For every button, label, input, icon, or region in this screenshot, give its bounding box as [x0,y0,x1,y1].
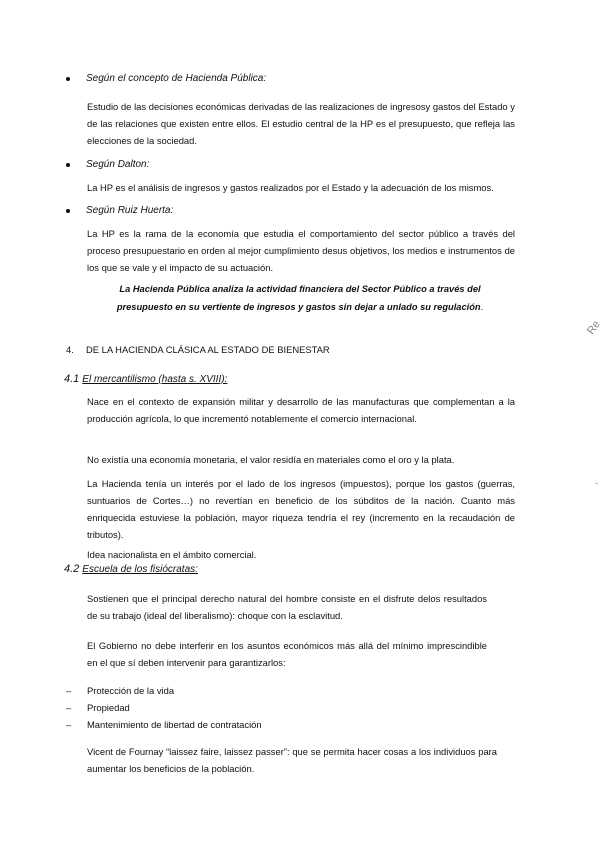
highlight-text: La Hacienda Pública analiza la actividad financiera del Sector Público a través del presupuesto en su vertiente de ingresos y gastos sin dejar a unlado su regulación [116,284,481,312]
paragraph-physiocrats-government: El Gobierno no debe interferir en los asuntos económicos más allá del mínimo imprescindible en el que sí deben intervenir para garantizarlos: [87,640,487,668]
bullet-heading-text: Según el concepto de Hacienda Pública: [86,73,267,84]
paragraph-concept: Estudio de las decisiones económicas derivadas de las realizaciones de ingresosy gastos del Estado y de las relaciones que existen entre ellos. El estudio central de la HP es el presupuesto, que refleja las elecciones de la sociedad. [87,101,515,146]
section-title: DE LA HACIENDA CLÁSICA AL ESTADO DE BIENESTAR [86,344,330,355]
bullet-dot-icon [66,209,70,213]
subsection-number: 4.2 [64,563,80,575]
highlight-definition [95,280,505,316]
margin-watermark-fragment: Re [585,318,603,337]
bullet-heading-text: Según Dalton: [86,159,150,170]
bullet-dot-icon [66,77,70,81]
paragraph-fournay: Vicent de Fournay “laissez faire, laissez passer”: que se permita hacer cosas a los individuos para aumentar los beneficios de la población. [87,746,497,774]
list-item-text: Mantenimiento de libertad de contratación [87,719,262,730]
subsection-title: Escuela de los fisiócratas: [82,564,198,575]
margin-tick-fragment: - [595,478,598,488]
bullet-dot-icon [66,163,70,167]
subsection-heading-4-1 [64,373,227,385]
paragraph-mercantilism-money: No existía una economía monetaria, el valor residía en materiales como el oro y la plata. [87,454,455,465]
subsection-title: El mercantilismo (hasta s. XVIII): [82,374,228,385]
list-item-text: Protección de la vida [87,685,175,696]
paragraph-dalton: La HP es el análisis de ingresos y gastos realizados por el Estado y la adecuación de los mismos. [87,182,494,193]
paragraph-mercantilism-context: Nace en el contexto de expansión militar y desarrollo de las manufacturas que complementan a la producción agrícola, lo que incrementó notablemente el comercio internacional. [87,396,515,424]
subsection-heading-4-2 [64,563,198,575]
dash-icon: – [66,702,72,713]
section-number: 4. [66,344,74,355]
bullet-heading-text: Según Ruiz Huerta: [86,205,174,216]
subsection-number: 4.1 [64,373,80,385]
paragraph-mercantilism-treasury: La Hacienda tenía un interés por el lado de los ingresos (impuestos), porque los gastos (guerras, suntuarios de Cortes…) no revertían en beneficio de los súbditos de la nación. Cuanto más enriquecida estuviese la población, mayor riqueza tendría el rey (incremento en la recaudación de tributos). [87,478,515,540]
dash-icon: – [66,685,72,696]
dash-icon: – [66,719,72,730]
paragraph-ruiz-huerta: La HP es la rama de la economía que estudia el comportamiento del sector público a través del proceso presupuestario en orden al mejor cumplimiento desus objetivos, los medios e instrumentos de los que se vale y el impacto de su actuación. [87,228,515,273]
highlight-end: . [480,302,484,312]
list-item-text: Propiedad [87,702,130,713]
paragraph-physiocrats-right: Sostienen que el principal derecho natural del hombre consiste en el disfrute delos resultados de su trabajo (ideal del liberalismo): choque con la esclavitud. [87,593,487,621]
paragraph-mercantilism-nationalism: Idea nacionalista en el ámbito comercial. [87,549,257,560]
